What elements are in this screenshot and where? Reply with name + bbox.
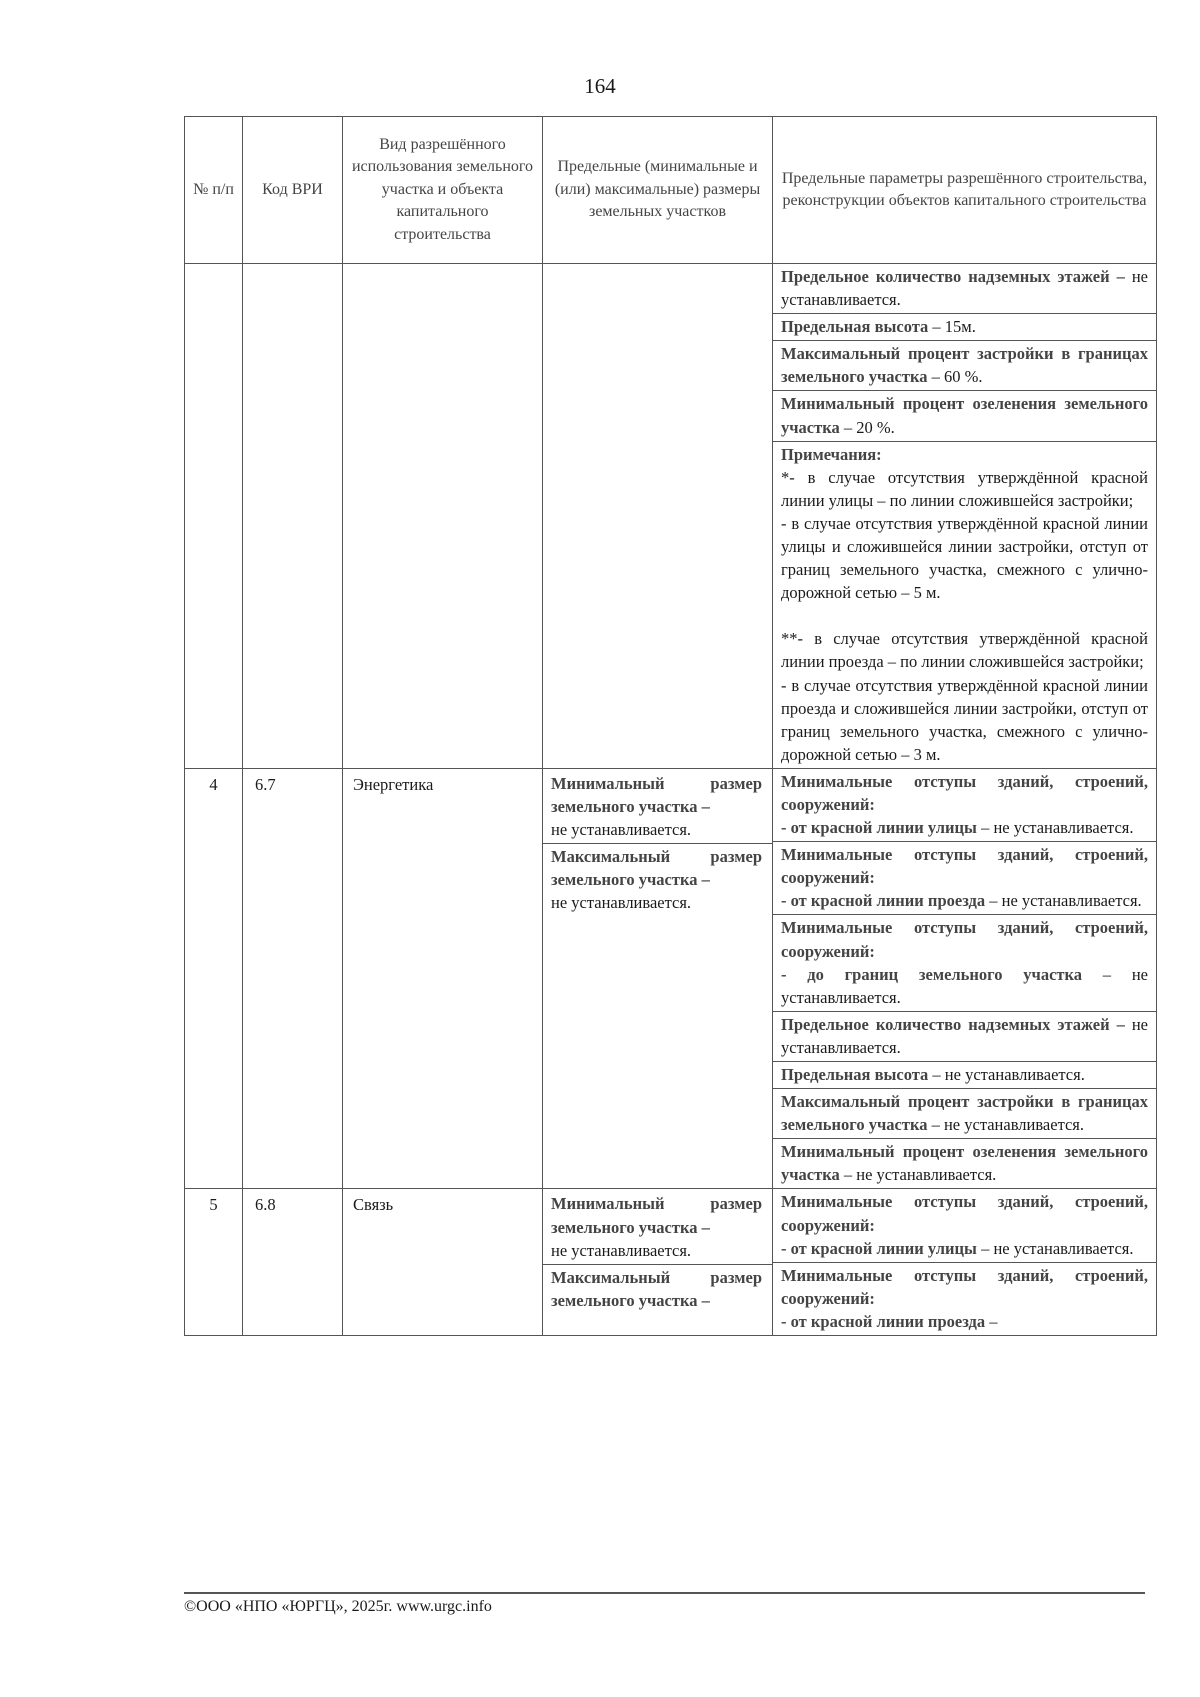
- param-block: Минимальный процент озеленения земельного участка – 20 %.: [773, 391, 1156, 441]
- header-type: Вид разрешённого использования земельного участка и объекта капитального строительства: [343, 117, 543, 264]
- cell-code: 6.8: [243, 1189, 343, 1336]
- param-block: Предельная высота – не устанавливается.: [773, 1062, 1156, 1089]
- cell-code: [243, 264, 343, 769]
- cell-sizes: [543, 1189, 773, 1336]
- regulations-table: [184, 116, 1157, 1336]
- footer-copyright: ©ООО «НПО «ЮРГЦ», 2025г. www.urgc.info: [184, 1598, 492, 1615]
- param-block: Максимальный процент застройки в границах земельного участка – не устанавливается.: [773, 1089, 1156, 1139]
- param-block: Максимальный процент застройки в границах земельного участка – 60 %.: [773, 341, 1156, 391]
- cell-name: [343, 264, 543, 769]
- param-block: Предельная высота – 15м.: [773, 314, 1156, 341]
- size-block: Минимальный размер земельного участка – не устанавливается.: [543, 771, 772, 844]
- param-block: Предельное количество надземных этажей – не устанавливается.: [773, 264, 1156, 314]
- notes-title: Примечания:: [781, 444, 882, 464]
- size-block: Максимальный размер земельного участка – не устанавливается.: [551, 847, 762, 913]
- cell-code: 6.7: [243, 768, 343, 1189]
- param-block: Предельное количество надземных этажей – не устанавливается.: [773, 1012, 1156, 1062]
- table-header-row: [185, 117, 1157, 264]
- header-sizes: Предельные (минимальные и (или) максимальные) размеры земельных участков: [543, 117, 773, 264]
- note-paragraph: **- в случае отсутствия утверждённой красной линии проезда – по линии сложившейся застройки;: [781, 629, 1148, 672]
- cell-num: 5: [185, 1189, 243, 1336]
- cell-sizes: [543, 768, 773, 1189]
- cell-num: [185, 264, 243, 769]
- table-row: [185, 1189, 1157, 1336]
- cell-sizes: [543, 264, 773, 769]
- cell-params: [773, 264, 1157, 769]
- note-paragraph: - в случае отсутствия утверждённой красной линии улицы и сложившейся линии застройки, отступ от границ земельного участка, смежного с улично-дорожной сетью – 5 м.: [781, 513, 1148, 603]
- cell-name: Энергетика: [343, 768, 543, 1189]
- cell-params: [773, 1189, 1157, 1336]
- header-params: Предельные параметры разрешённого строительства, реконструкции объектов капитального строительства: [773, 117, 1157, 264]
- table-row-continued: [185, 264, 1157, 769]
- cell-num: 4: [185, 768, 243, 1189]
- cell-params: [773, 768, 1157, 1189]
- header-num: № п/п: [185, 117, 243, 264]
- param-block: Минимальные отступы зданий, строений, сооружений: - от красной линии проезда – не устанавливается.: [773, 842, 1156, 915]
- header-code: Код ВРИ: [243, 117, 343, 264]
- page-number: 164: [584, 74, 616, 98]
- param-block: Минимальные отступы зданий, строений, сооружений: - от красной линии улицы – не устанавливается.: [773, 1189, 1156, 1262]
- param-block: Минимальный процент озеленения земельного участка – не устанавливается.: [781, 1142, 1148, 1185]
- note-paragraph: *- в случае отсутствия утверждённой красной линии улицы – по линии сложившейся застройки;: [781, 467, 1148, 510]
- param-block: Минимальные отступы зданий, строений, сооружений: - от красной линии проезда –: [781, 1265, 1148, 1331]
- size-block: Максимальный размер земельного участка –: [551, 1267, 762, 1310]
- cell-name: Связь: [343, 1189, 543, 1336]
- table-row: [185, 768, 1157, 1189]
- note-paragraph: - в случае отсутствия утверждённой красной линии проезда и сложившейся линии застройки, отступ от границ земельного участка, смежного с улично-дорожной сетью – 3 м.: [781, 675, 1148, 764]
- notes-block: [773, 442, 1156, 768]
- size-block: Минимальный размер земельного участка – не устанавливается.: [543, 1191, 772, 1264]
- footer-divider: [184, 1592, 1145, 1594]
- param-block: Минимальные отступы зданий, строений, сооружений: - до границ земельного участка – не устанавливается.: [773, 915, 1156, 1011]
- param-block: Минимальные отступы зданий, строений, сооружений: - от красной линии улицы – не устанавливается.: [773, 769, 1156, 842]
